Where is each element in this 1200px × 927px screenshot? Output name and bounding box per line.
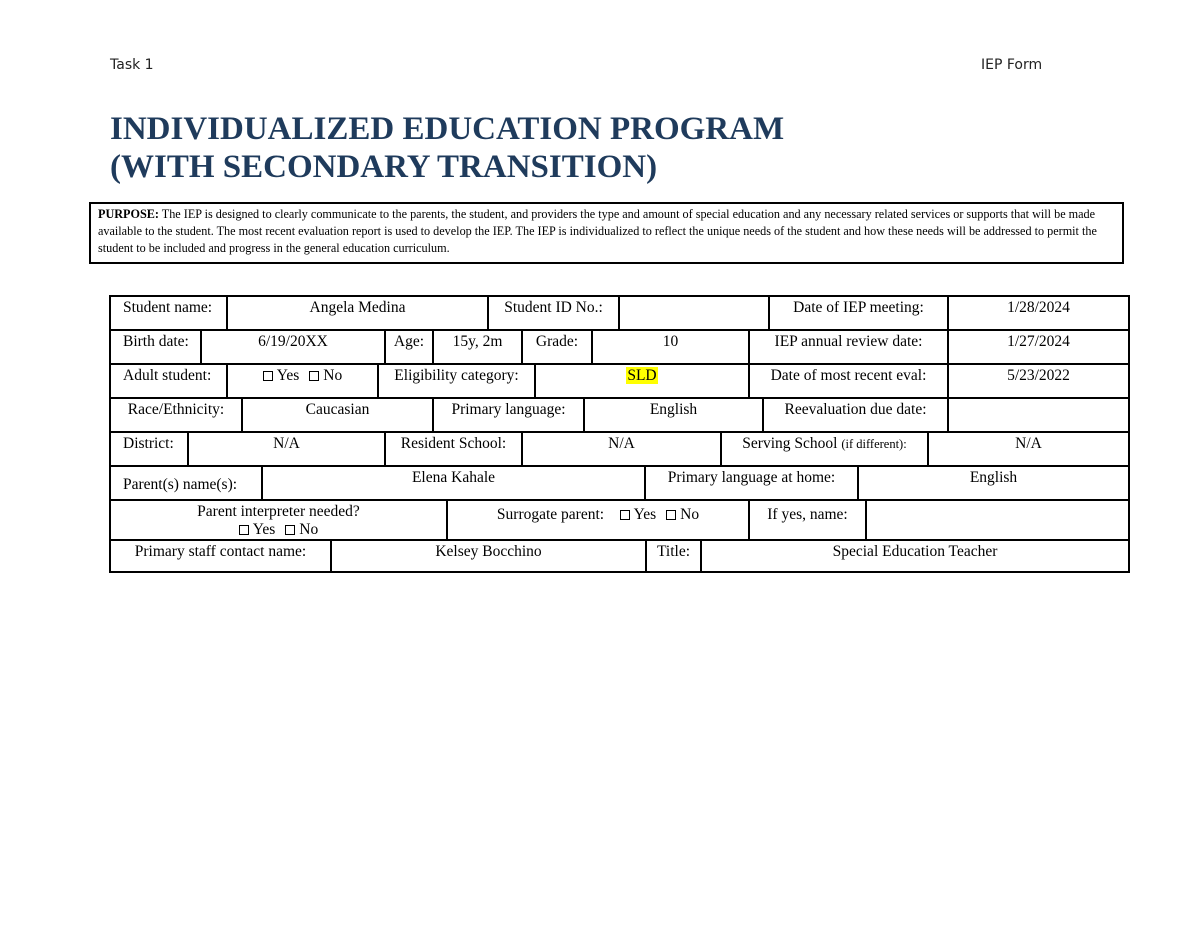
eligibility-value: SLD [627, 367, 657, 384]
serving-school-note: (if different): [841, 437, 907, 451]
staff-title-label: Title: [645, 541, 700, 571]
interpreter-cell [111, 501, 446, 539]
district-label: District: [123, 435, 174, 452]
form-row-parents [109, 465, 1130, 499]
if-yes-name-field[interactable] [865, 501, 1128, 539]
home-language-field[interactable]: English [857, 467, 1128, 499]
surrogate-cell [446, 501, 748, 539]
purpose-text: The IEP is designed to clearly communicate to the parents, the student, and providers the type and amount of special education and any necessary related services or supports that will be made available to the student. The most recent evaluation report is used to develop the IEP. The IEP is individualized to reflect the unique needs of the student and how these needs will be addressed to permit the student to be included and progress in the general education curriculum. [98, 207, 1097, 255]
serving-school-field[interactable]: N/A [927, 433, 1128, 465]
student-id-label: Student ID No.: [487, 297, 618, 329]
language-field[interactable]: English [583, 399, 762, 431]
eval-date-field[interactable]: 5/23/2022 [947, 365, 1128, 397]
resident-school-field[interactable]: N/A [521, 433, 720, 465]
checkbox-icon[interactable] [666, 510, 676, 520]
serving-school-text: Serving School [742, 435, 838, 452]
interpreter-no-option[interactable] [285, 521, 318, 538]
reeval-field[interactable] [947, 399, 1128, 431]
eligibility-label: Eligibility category: [377, 365, 534, 397]
surrogate-no-label: No [680, 506, 700, 523]
header-form-name: IEP Form [981, 57, 1043, 73]
purpose-label: PURPOSE: [98, 207, 159, 221]
form-row-district [109, 431, 1130, 465]
surrogate-yes-label: Yes [633, 506, 657, 523]
checkbox-icon[interactable] [239, 525, 249, 535]
age-field[interactable]: 15y, 2m [432, 331, 521, 363]
staff-contact-label: Primary staff contact name: [134, 543, 307, 560]
birth-date-field[interactable]: 6/19/20XX [200, 331, 384, 363]
parents-field[interactable]: Elena Kahale [261, 467, 644, 499]
interpreter-options [111, 521, 446, 539]
title-line-1: INDIVIDUALIZED EDUCATION PROGRAM [110, 111, 785, 147]
adult-yes-label: Yes [276, 367, 300, 384]
parents-label: Parent(s) name(s): [123, 476, 238, 493]
if-yes-label: If yes, name: [748, 501, 865, 539]
age-label: Age: [384, 331, 432, 363]
race-label: Race/Ethnicity: [127, 401, 225, 418]
purpose-box [89, 202, 1124, 264]
checkbox-icon[interactable] [263, 371, 273, 381]
review-date-label: IEP annual review date: [748, 331, 947, 363]
page-title [110, 110, 784, 186]
home-language-label: Primary language at home: [644, 467, 857, 499]
staff-contact-field[interactable]: Kelsey Bocchino [330, 541, 645, 571]
checkbox-icon[interactable] [285, 525, 295, 535]
eval-date-label: Date of most recent eval: [748, 365, 947, 397]
title-line-2: (WITH SECONDARY TRANSITION) [110, 149, 658, 185]
student-id-field[interactable] [618, 297, 768, 329]
surrogate-label: Surrogate parent: [496, 506, 605, 523]
reeval-label: Reevaluation due date: [762, 399, 947, 431]
form-row-student [109, 295, 1130, 329]
form-row-staff [109, 539, 1130, 573]
surrogate-no-option[interactable] [666, 506, 699, 523]
interpreter-label: Parent interpreter needed? [197, 503, 360, 520]
serving-school-label [720, 433, 927, 465]
student-name-field[interactable]: Angela Medina [226, 297, 487, 329]
adult-student-options [226, 365, 377, 397]
review-date-field[interactable]: 1/27/2024 [947, 331, 1128, 363]
race-field[interactable]: Caucasian [241, 399, 432, 431]
interpreter-yes-label: Yes [252, 521, 276, 538]
interpreter-no-label: No [299, 521, 319, 538]
form-row-birth [109, 329, 1130, 363]
header-task: Task 1 [110, 57, 154, 73]
resident-school-label: Resident School: [384, 433, 521, 465]
checkbox-icon[interactable] [620, 510, 630, 520]
language-label: Primary language: [432, 399, 583, 431]
district-field[interactable]: N/A [187, 433, 384, 465]
surrogate-yes-option[interactable] [620, 506, 657, 523]
form-row-adult [109, 363, 1130, 397]
eligibility-field[interactable] [534, 365, 748, 397]
staff-title-field[interactable]: Special Education Teacher [700, 541, 1128, 571]
adult-yes-option[interactable] [263, 367, 300, 384]
grade-label: Grade: [521, 331, 591, 363]
interpreter-yes-option[interactable] [239, 521, 276, 538]
grade-field[interactable]: 10 [591, 331, 748, 363]
iep-date-label: Date of IEP meeting: [768, 297, 947, 329]
birth-date-label: Birth date: [123, 333, 189, 350]
form-row-interpreter [109, 499, 1130, 539]
form-row-race [109, 397, 1130, 431]
adult-student-label: Adult student: [123, 367, 212, 384]
adult-no-label: No [323, 367, 343, 384]
iep-date-field[interactable]: 1/28/2024 [947, 297, 1128, 329]
checkbox-icon[interactable] [309, 371, 319, 381]
adult-no-option[interactable] [309, 367, 342, 384]
student-name-label: Student name: [123, 299, 213, 316]
